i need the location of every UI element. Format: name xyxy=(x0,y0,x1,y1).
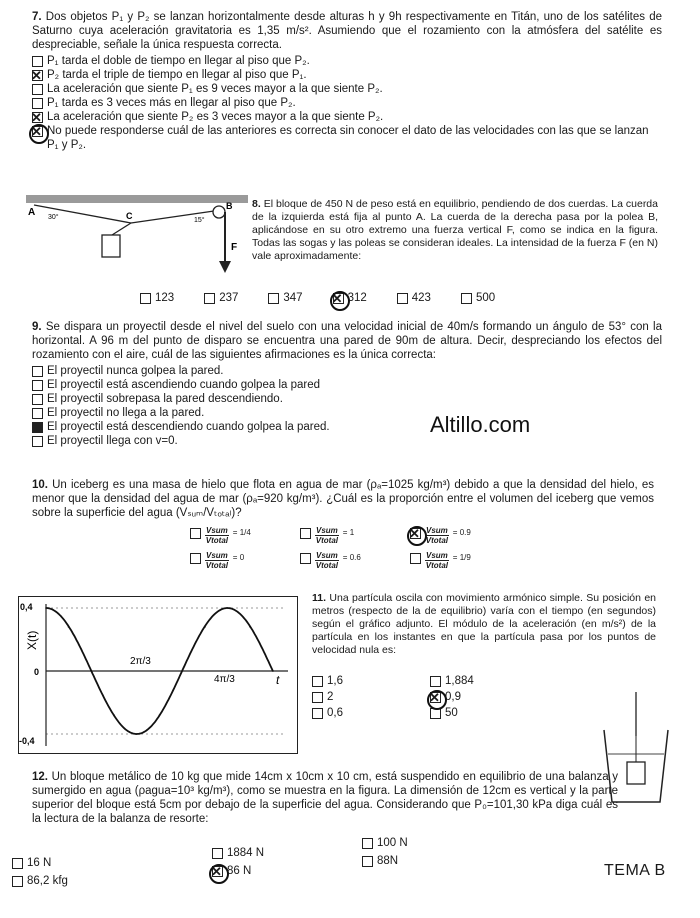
chart-frame xyxy=(19,597,298,754)
checkbox[interactable] xyxy=(32,408,43,419)
checkbox[interactable] xyxy=(32,436,43,447)
checkbox[interactable] xyxy=(32,98,43,109)
data-point xyxy=(272,670,274,672)
option[interactable]: El proyectil nunca golpea la pared. xyxy=(32,364,662,378)
checkbox-selected[interactable]: ✕ xyxy=(409,526,420,541)
data-point xyxy=(68,626,70,628)
option[interactable]: $\frac{\text{Vsum}}{\text{Vtotal}}$ = 1/4 xyxy=(190,526,300,545)
checkbox-crossed[interactable]: ✕ xyxy=(31,110,42,125)
checkbox[interactable] xyxy=(12,858,23,869)
option[interactable]: $\frac{\text{Vsum}}{\text{Vtotal}}$ = 1/9 xyxy=(410,551,520,570)
data-point xyxy=(45,607,47,609)
option[interactable]: ✕ 86 N xyxy=(211,864,252,879)
question-text: Un bloque metálico de 10 kg que mide 14cm x 10cm x 10 cm, está suspendido en equilibrio de una balanza y sumergido en agua (ρagua=10³ kg/m³), como se muestra en la figura. La dimensión de 12cm es vertical y la parte superior del bloque está 5cm por debajo de la superficie del agua. Considerando que P₀=101,30 kPa diga cuál es la lectura de la balanza de resorte: xyxy=(32,771,618,825)
checkbox[interactable] xyxy=(190,528,201,539)
exam-version: TEMA B xyxy=(604,862,666,879)
checkbox[interactable] xyxy=(430,676,441,687)
checkbox[interactable] xyxy=(190,553,201,564)
question-9-stem xyxy=(32,320,662,362)
option[interactable]: 16 N xyxy=(12,856,212,864)
watermark: Altillo.com xyxy=(430,412,531,437)
data-point xyxy=(181,670,183,672)
data-point xyxy=(113,714,115,716)
option[interactable]: 1,6 xyxy=(312,674,422,688)
checkbox[interactable] xyxy=(32,394,43,405)
option[interactable]: 2 xyxy=(312,690,422,704)
question-text: Dos objetos P₁ y P₂ se lanzan horizontalmente desde alturas h y 9h respectivamente en Titán, uno de los satélites de Saturno cuya aceleración gravitatoria es 1,35 m/s². Asumiendo que el rozamiento con la atmósfera del satélite es despreciable, señale la única respuesta correcta. xyxy=(32,11,662,51)
question-12 xyxy=(32,770,618,826)
option[interactable]: ✕ 0,9 xyxy=(429,690,461,705)
question-number: 8. xyxy=(252,198,261,210)
tick-label: 0,4 xyxy=(20,602,33,612)
option[interactable]: 86,2 kfg xyxy=(12,874,212,882)
question-11-options xyxy=(312,674,572,720)
hanging-rope xyxy=(112,223,131,235)
pulley-diagram xyxy=(26,195,251,275)
option[interactable]: 1884 N xyxy=(212,846,362,864)
question-text: Un iceberg es una masa de hielo que flota en agua de mar (ρₐ=1025 kg/m³) debido a que la densidad del hielo, es menor que la densidad del agua de mar (ρₐ=920 kg/m³). ¿Cuál es la proporción entre el volumen del iceberg que vemos sobre la superficie del agua (Vₛᵤₘ/Vₜₒₜₐₗ)? xyxy=(32,479,654,519)
question-10 xyxy=(32,478,654,520)
option[interactable]: ✕ No puede responderse cuál de las anteriores es correcta sin conocer el dato de las velocidades con las que se lanzan P₁ y P₂. xyxy=(31,124,649,151)
option[interactable]: ✕ La aceleración que siente P₂ es 3 veces mayor a la que siente P₂. xyxy=(31,110,384,125)
checkbox-selected[interactable]: ✕ xyxy=(31,124,42,139)
question-9-options xyxy=(32,364,662,448)
question-8 xyxy=(252,198,658,263)
tick-label: 0 xyxy=(34,667,40,677)
question-text: El bloque de 450 N de peso está en equilibrio, pendiendo de dos cuerdas. La cuerda de la izquierda está fija al punto A. La cuerda de la derecha pasa por la polea B, aplicándose en su otro extremo una fuerza vertical F, como se indica en la figura. Todas las sogas y las poleas se consideran ideales. La intensidad de la fuerza F (en N) vale aproximadamente: xyxy=(252,198,658,262)
checkbox-selected[interactable]: ✕ xyxy=(331,291,343,306)
checkbox[interactable] xyxy=(204,293,215,304)
checkbox[interactable] xyxy=(312,676,323,687)
option[interactable]: 1,884 xyxy=(430,674,540,688)
data-point xyxy=(159,714,161,716)
checkbox-selected[interactable]: ✕ xyxy=(429,690,440,705)
annotation: 2π/3 xyxy=(130,656,151,667)
option[interactable]: P₁ tarda es 3 veces más en llegar al piso que P₂. xyxy=(32,96,662,110)
option[interactable]: $\frac{\text{Vsum}}{\text{Vtotal}}$ = 0 xyxy=(190,551,300,570)
label-c: C xyxy=(126,211,133,221)
checkbox[interactable] xyxy=(32,380,43,391)
y-axis-label: X(t) xyxy=(25,630,39,650)
tick-label: -0,4 xyxy=(19,736,35,746)
question-number: 11. xyxy=(312,592,327,604)
checkbox[interactable] xyxy=(32,56,43,67)
option[interactable]: La aceleración que siente P₁ es 9 veces mayor a la que siente P₂. xyxy=(32,82,662,96)
option[interactable]: El proyectil está ascendiendo cuando golpea la pared xyxy=(32,378,662,392)
label-f: F xyxy=(231,242,238,253)
force-arrowhead xyxy=(219,261,231,273)
question-10-options xyxy=(190,526,530,570)
checkbox[interactable] xyxy=(300,528,311,539)
checkbox[interactable] xyxy=(268,293,279,304)
question-number: 9. xyxy=(32,321,42,333)
question-7-stem xyxy=(32,10,662,52)
option[interactable]: 347 xyxy=(268,291,302,305)
checkbox[interactable] xyxy=(32,84,43,95)
checkbox[interactable] xyxy=(12,876,23,887)
option[interactable]: $\frac{\text{Vsum}}{\text{Vtotal}}$ = 1 xyxy=(300,526,410,545)
ceiling xyxy=(26,195,248,203)
angle-right: 15° xyxy=(194,217,205,224)
annotation: 4π/3 xyxy=(214,674,235,685)
option[interactable]: ✕ P₂ tarda el triple de tiempo en llegar al piso que P₁. xyxy=(31,68,307,83)
question-number: 10. xyxy=(32,479,48,491)
question-number: 12. xyxy=(32,771,48,783)
checkbox[interactable] xyxy=(397,293,408,304)
question-9 xyxy=(32,320,662,448)
question-10-stem xyxy=(32,478,654,520)
option[interactable]: El proyectil está descendiendo cuando golpea la pared. xyxy=(32,420,662,434)
block xyxy=(102,235,120,257)
data-point xyxy=(91,670,93,672)
data-point xyxy=(227,607,229,609)
question-text: Una partícula oscila con movimiento armónico simple. Su posición en metros (respecto de la de equilibrio) varía con el tiempo (en segundos) según el gráfico adjunto. El módulo de la aceleración (en m/s²) de la partícula en los instantes en que la partícula pasa por los puntos de velocidad nula es: xyxy=(312,592,656,656)
checkbox[interactable] xyxy=(312,708,323,719)
checkbox[interactable] xyxy=(300,553,311,564)
question-12-options xyxy=(12,837,482,887)
question-7-options xyxy=(32,54,662,152)
option[interactable]: P₁ tarda el doble de tiempo en llegar al piso que P₂. xyxy=(32,54,662,68)
option[interactable]: 88N xyxy=(362,854,482,882)
submerged-block xyxy=(627,762,645,784)
option[interactable]: 123 xyxy=(140,291,174,305)
question-7 xyxy=(32,10,662,152)
checkbox-selected[interactable]: ✕ xyxy=(211,864,222,879)
label-b: B xyxy=(226,201,233,211)
option[interactable]: 423 xyxy=(397,291,431,305)
pulley xyxy=(213,206,225,218)
option[interactable]: $\frac{\text{Vsum}}{\text{Vtotal}}$ = 0.6 xyxy=(300,551,410,570)
checkbox[interactable] xyxy=(461,293,472,304)
option[interactable]: 500 xyxy=(461,291,495,305)
checkbox[interactable] xyxy=(410,553,421,564)
checkbox[interactable] xyxy=(212,848,223,859)
data-point xyxy=(249,626,251,628)
question-11 xyxy=(312,592,656,657)
checkbox[interactable] xyxy=(140,293,151,304)
option[interactable]: 237 xyxy=(204,291,238,305)
question-8-options xyxy=(140,291,660,305)
option[interactable]: El proyectil llega con v=0. xyxy=(32,434,662,448)
option[interactable]: ✕ 312 xyxy=(331,291,367,306)
data-point xyxy=(136,733,138,735)
checkbox-crossed[interactable]: ✕ xyxy=(31,68,42,83)
option[interactable]: El proyectil sobrepasa la pared descendiendo. xyxy=(32,392,662,406)
option[interactable]: 50 xyxy=(430,706,540,720)
checkbox[interactable] xyxy=(32,366,43,377)
checkbox[interactable] xyxy=(362,838,373,849)
question-text: Se dispara un proyectil desde el nivel del suelo con una velocidad inicial de 40m/s formando un ángulo de 53° con la horizontal. A 96 m del punto de disparo se encuentra una pared de 90m de altura. Decir, despreciando los efectos del rozamiento con el aire, cuál de las siguientes afirmaciones es la única correcta: xyxy=(32,321,662,361)
question-12-stem xyxy=(32,770,618,826)
x-axis-label: t xyxy=(276,673,280,687)
option[interactable]: ✕ $\frac{\text{Vsum}}{\text{Vtotal}}$ = 0.9 xyxy=(409,526,471,545)
oscillation-chart xyxy=(18,596,298,754)
checkbox[interactable] xyxy=(312,692,323,703)
checkbox-selected[interactable] xyxy=(32,422,43,433)
option[interactable]: 100 N xyxy=(362,836,482,864)
checkbox[interactable] xyxy=(362,856,373,867)
label-a: A xyxy=(28,207,36,218)
question-number: 7. xyxy=(32,11,42,23)
option[interactable]: El proyectil no llega a la pared. xyxy=(32,406,662,420)
data-point xyxy=(204,626,206,628)
angle-left: 30° xyxy=(48,214,59,221)
option[interactable]: 0,6 xyxy=(312,706,422,720)
